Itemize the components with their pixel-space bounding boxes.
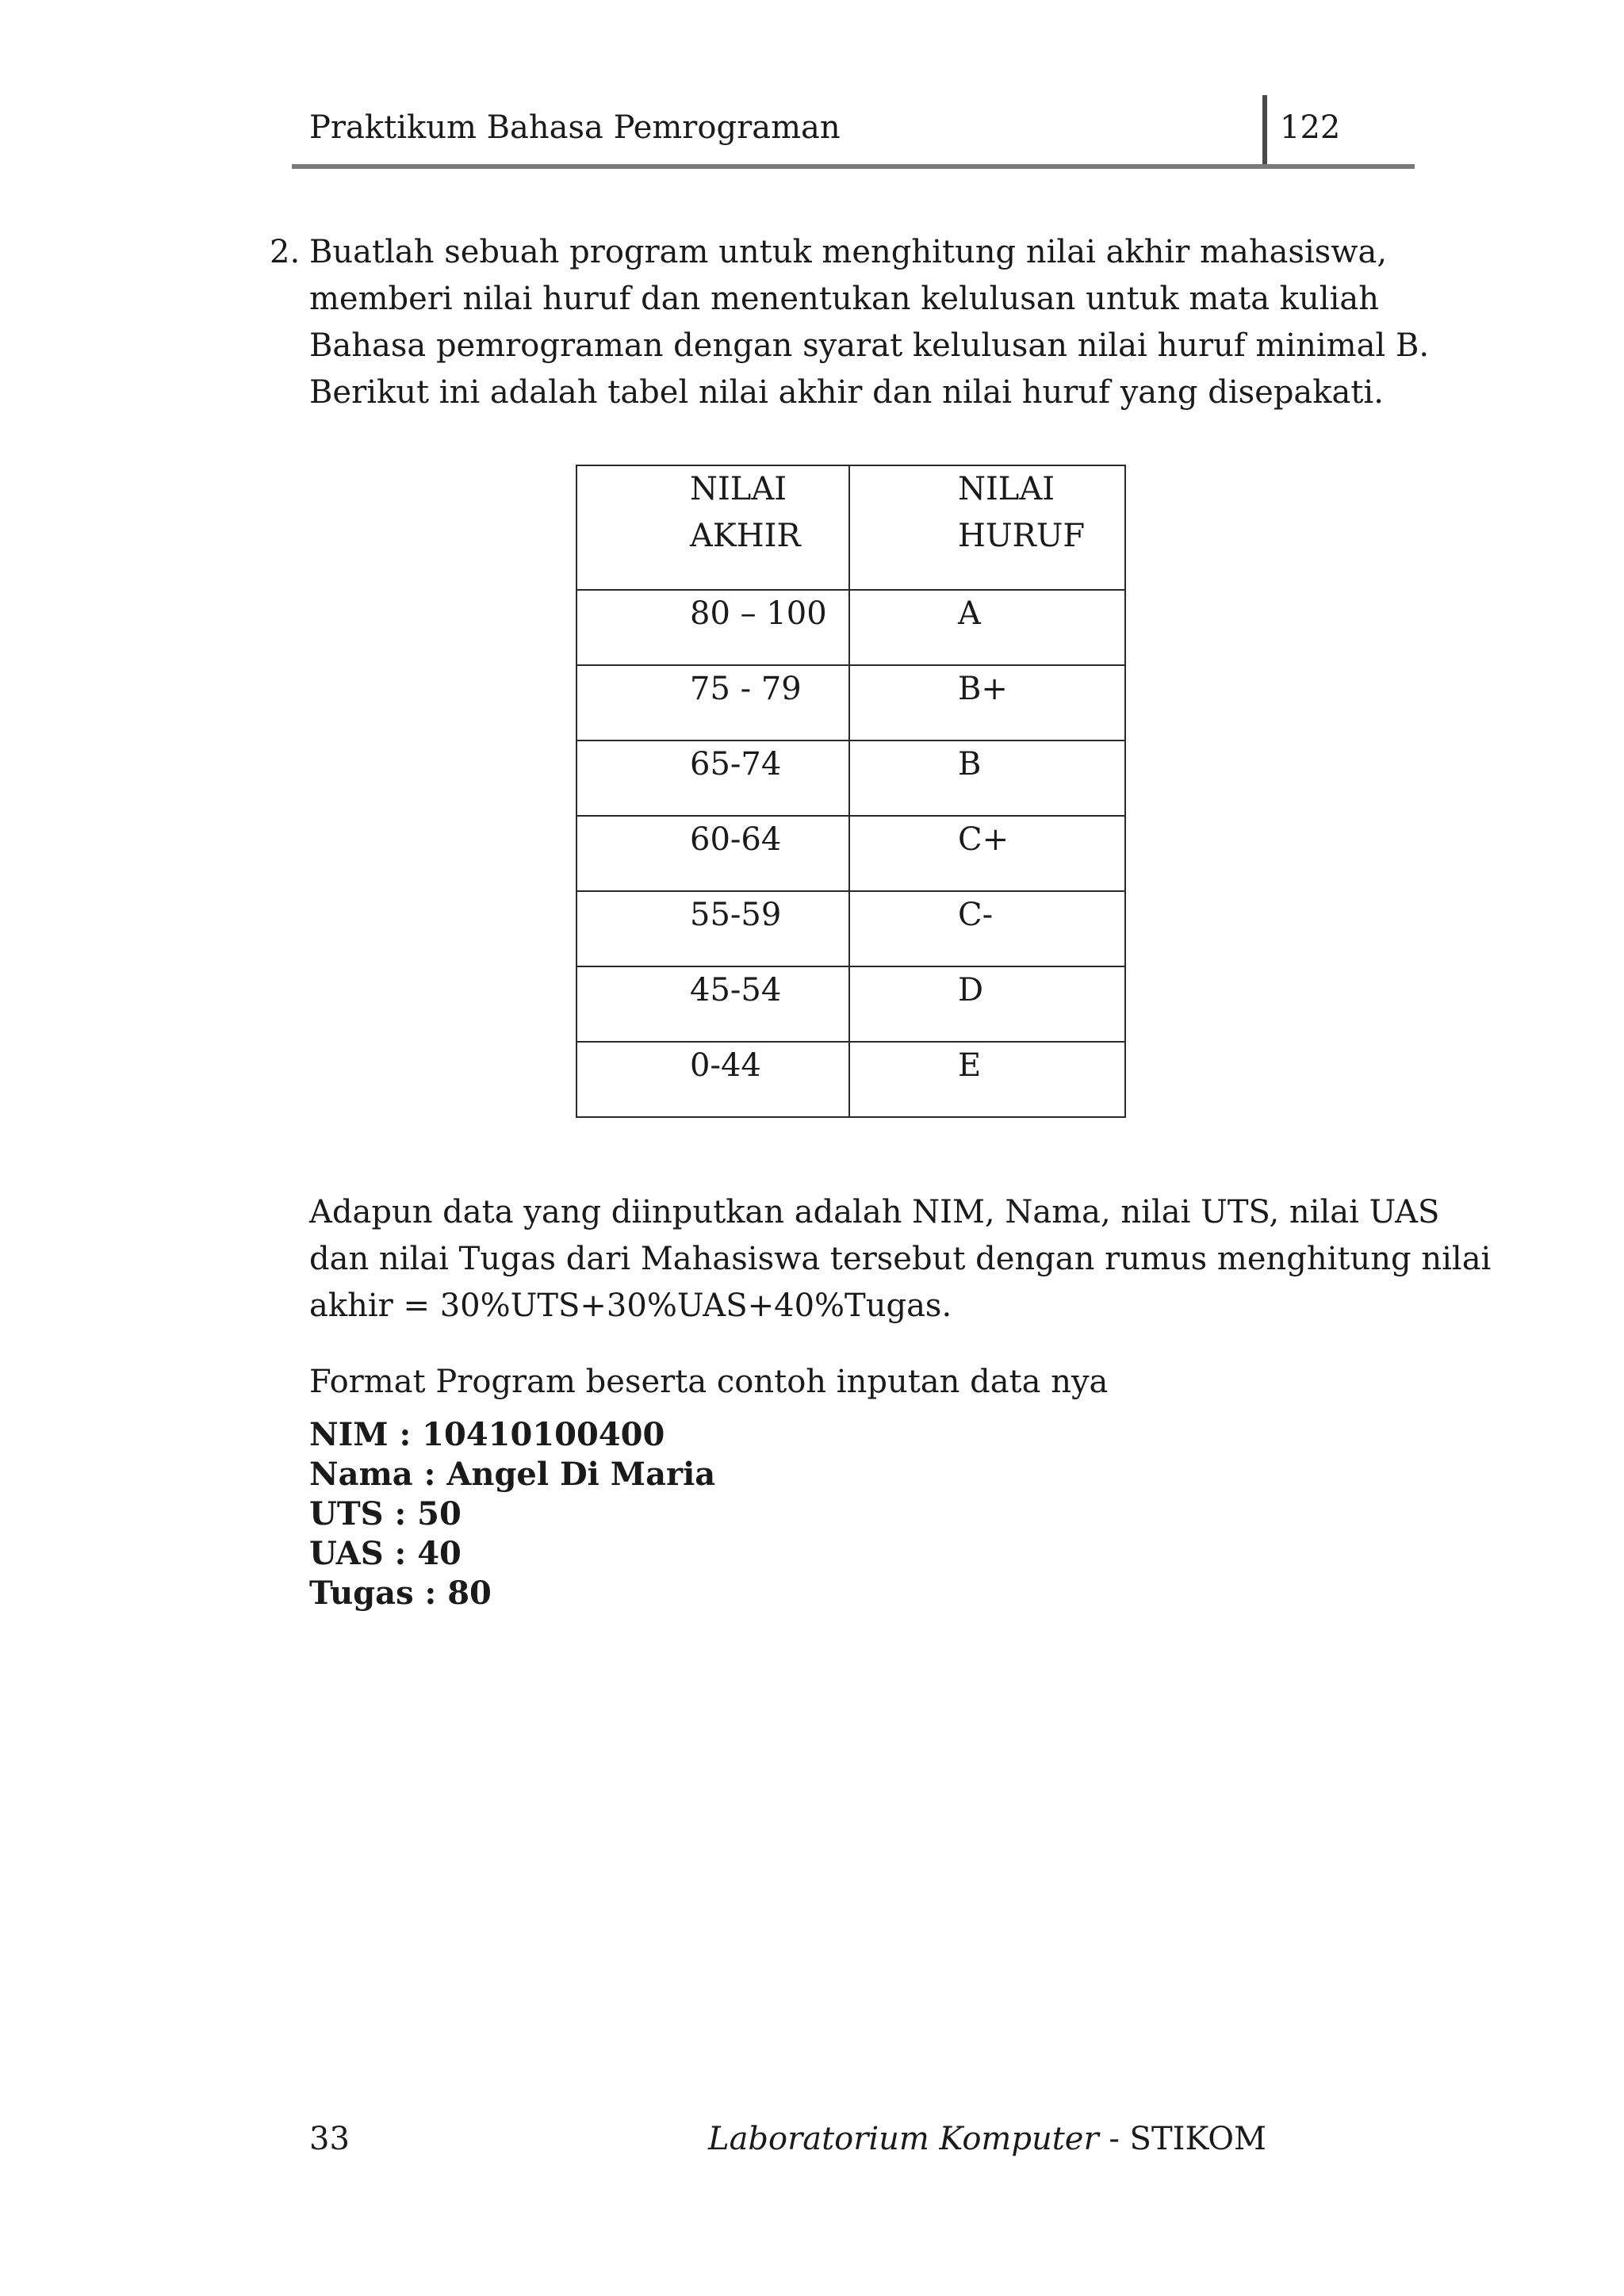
header-cell-nilai-akhir: NILAI AKHIR <box>576 465 849 590</box>
sample-input-block <box>309 1415 715 1613</box>
footer-page-number: 33 <box>309 2121 350 2157</box>
header-rule <box>292 164 1415 169</box>
sample-nim: NIM : 10410100400 <box>309 1416 665 1453</box>
grade-cell: B <box>958 746 982 783</box>
question-line: Berikut ini adalah tabel nilai akhir dan nilai huruf yang disepakati. <box>309 374 1384 411</box>
footer-lab-suffix: - STIKOM <box>1098 2121 1266 2157</box>
table-row <box>576 1042 1125 1117</box>
range-cell: 65-74 <box>690 746 782 783</box>
question-line: Bahasa pemrograman dengan syarat kelulusan nilai huruf minimal B. <box>309 327 1430 364</box>
question-text <box>309 229 1435 416</box>
table-row <box>576 590 1125 665</box>
running-header-page-ref: 122 <box>1280 109 1341 146</box>
question-line: memberi nilai huruf dan menentukan kelulusan untuk mata kuliah <box>309 281 1379 317</box>
range-cell: 60-64 <box>690 821 782 858</box>
question-number: 2. <box>270 234 301 270</box>
grade-cell: D <box>958 972 984 1008</box>
range-cell: 45-54 <box>690 972 782 1008</box>
table-row <box>576 740 1125 816</box>
grade-cell: B+ <box>958 671 1008 707</box>
range-cell: 80 – 100 <box>690 595 827 632</box>
grade-cell: C+ <box>958 821 1009 858</box>
table-row <box>576 966 1125 1042</box>
footer-lab-name <box>708 2117 1266 2161</box>
question-line: Buatlah sebuah program untuk menghitung nilai akhir mahasiswa, <box>309 234 1388 270</box>
table-row <box>576 665 1125 740</box>
grade-cell: E <box>958 1047 982 1084</box>
sample-uts: UTS : 50 <box>309 1495 462 1533</box>
table-row <box>576 891 1125 966</box>
format-intro-paragraph: Format Program beserta contoh inputan data nya <box>309 1364 1109 1400</box>
footer-lab-italic: Laboratorium Komputer <box>708 2121 1099 2157</box>
grade-cell: C- <box>958 897 994 933</box>
paragraph-line: akhir = 30%UTS+30%UAS+40%Tugas. <box>309 1288 952 1324</box>
table-header-row <box>576 465 1125 590</box>
grade-cell: A <box>958 595 981 632</box>
paragraph-line: dan nilai Tugas dari Mahasiswa tersebut dengan rumus menghitung nilai <box>309 1241 1492 1277</box>
header-cell-nilai-huruf: NILAI HURUF <box>849 465 1125 590</box>
paragraph-line: Adapun data yang diinputkan adalah NIM, Nama, nilai UTS, nilai UAS <box>309 1194 1440 1230</box>
sample-uas: UAS : 40 <box>309 1535 462 1572</box>
running-header-title: Praktikum Bahasa Pemrograman <box>309 109 841 146</box>
table-row <box>576 816 1125 891</box>
range-cell: 55-59 <box>690 897 782 933</box>
grade-table <box>576 465 1126 1118</box>
sample-tugas: Tugas : 80 <box>309 1575 492 1612</box>
sample-nama: Nama : Angel Di Maria <box>309 1456 716 1493</box>
range-cell: 0-44 <box>690 1047 761 1084</box>
input-description-paragraph <box>309 1189 1492 1330</box>
header-divider-vertical <box>1262 95 1267 168</box>
range-cell: 75 - 79 <box>690 671 802 707</box>
